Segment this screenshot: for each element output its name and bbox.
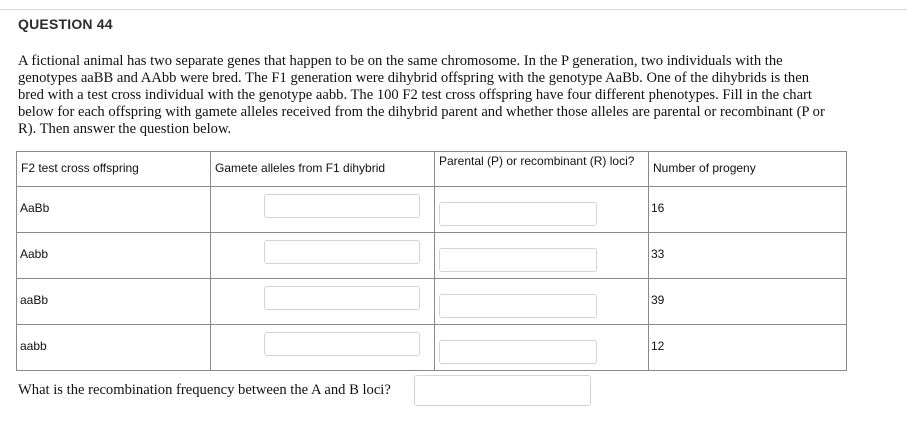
header-parental-recombinant: Parental (P) or recombinant (R) loci? <box>435 152 649 187</box>
table-row <box>17 187 847 233</box>
offspring-cell <box>17 233 211 279</box>
answer-table <box>16 151 847 371</box>
parental-recombinant-input[interactable] <box>439 294 597 318</box>
gamete-cell <box>211 325 435 371</box>
gamete-alleles-input[interactable] <box>264 240 420 264</box>
offspring-cell <box>17 325 211 371</box>
parental-recombinant-input[interactable] <box>439 340 597 364</box>
progeny-cell <box>649 325 847 371</box>
parental-recombinant-input[interactable] <box>439 248 597 272</box>
offspring-genotype: AaBb <box>20 201 50 215</box>
gamete-cell <box>211 187 435 233</box>
progeny-count: 39 <box>651 293 665 307</box>
offspring-genotype: Aabb <box>20 247 49 261</box>
parental-recombinant-cell <box>435 187 649 233</box>
gamete-alleles-input[interactable] <box>264 286 420 310</box>
progeny-cell <box>649 187 847 233</box>
parental-recombinant-input[interactable] <box>439 202 597 226</box>
progeny-count: 16 <box>651 201 665 215</box>
table-row <box>17 279 847 325</box>
progeny-count: 33 <box>651 247 665 261</box>
parental-recombinant-cell <box>435 233 649 279</box>
offspring-genotype: aabb <box>20 339 47 353</box>
header-number-of-progeny: Number of progeny <box>649 152 847 187</box>
parental-recombinant-cell <box>435 279 649 325</box>
gamete-alleles-input[interactable] <box>264 332 420 356</box>
header-offspring: F2 test cross offspring <box>17 152 211 187</box>
top-divider <box>0 9 907 10</box>
table-row <box>17 325 847 371</box>
recombination-frequency-question: What is the recombination frequency between the A and B loci? <box>18 382 391 398</box>
question-title: QUESTION 44 <box>18 16 113 32</box>
recombination-frequency-input[interactable] <box>414 375 591 406</box>
gamete-cell <box>211 233 435 279</box>
offspring-cell <box>17 187 211 233</box>
gamete-cell <box>211 279 435 325</box>
progeny-cell <box>649 233 847 279</box>
table-row <box>17 233 847 279</box>
table-header-row <box>17 152 847 187</box>
offspring-genotype: aaBb <box>20 293 49 307</box>
header-gamete-alleles: Gamete alleles from F1 dihybrid <box>211 152 435 187</box>
gamete-alleles-input[interactable] <box>264 194 420 218</box>
parental-recombinant-cell <box>435 325 649 371</box>
offspring-cell <box>17 279 211 325</box>
progeny-cell <box>649 279 847 325</box>
progeny-count: 12 <box>651 339 665 353</box>
question-prompt: A fictional animal has two separate genes that happen to be on the same chromosome. In the P generation, two individuals with the genotypes aaBB and AAbb were bred. The F1 generation were dihybrid offspring with the genotype AaBb. One of the dihybrids is then bred with a test cross individual with the genotype aabb. The 100 F2 test cross offspring have four different phenotypes. Fill in the chart below for each offspring with gamete alleles received from the dihybrid parent and whether those alleles are parental or recombinant (P or R). Then answer the question below. <box>18 53 825 137</box>
